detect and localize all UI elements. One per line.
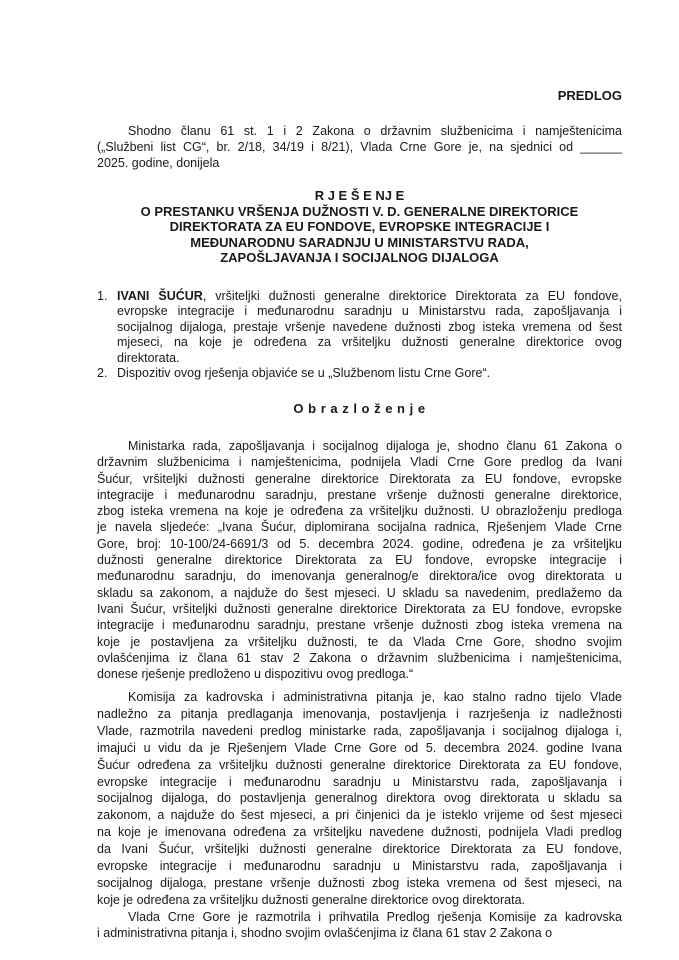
- text-line: donese rješenje predloženo u dispozitivu ovog predloga.“: [97, 667, 414, 682]
- text-line: Ministarka rada, zapošljavanja i socijalnog dijaloga je, shodno članu 61 Zakona o: [128, 439, 622, 453]
- decision-subtitle-line: DIREKTORATA ZA EU FONDOVE, EVROPSKE INTEGRACIJE I: [169, 219, 550, 234]
- text-line: ovlašćenjima iz člana 61 stav 2 Zakona o državnim službenicima i namještenicima,: [97, 650, 622, 665]
- list-item: [97, 366, 622, 381]
- list-number: 1.: [97, 289, 108, 303]
- text-line: Šućur određena za vršiteljku dužnosti generalne direktorice Direktorata za EU fondove,: [97, 757, 622, 772]
- text-line: Vlade, razmotrila navedeni predlog ministarke rada, zapošljavanja i socijalnog dijaloga i,: [97, 723, 622, 738]
- text-line: Šućur, vršiteljki dužnosti generalne direktorice Direktorata za EU fondove, evropske: [97, 471, 622, 486]
- text-line: državnim službenicima i namještenicima, podnijela Vladi Crne Gore predlog da Ivani: [97, 455, 622, 470]
- text-line: Shodno članu 61 st. 1 i 2 Zakona o državnim službenicima i namještenicima: [128, 124, 622, 138]
- text-line: socijalnog dijaloga, prestaje vršenje navedene dužnosti zbog isteka vremena od šest: [117, 319, 622, 334]
- text-line: koje je određena za vršiteljku dužnosti generalne direktorice ovog direktorata.: [97, 892, 526, 907]
- decision-subtitle-line: MEĐUNARODNU SARADNJU U MINISTARSTVU RADA,: [190, 234, 529, 250]
- text-line: je navela sljedeće: „Ivana Šućur, diplomirana socijalna radnica, Rješenjem Vlade Crne: [97, 520, 622, 535]
- text-line: integracije i međunarodnu saradnju, prestane vršenje dužnosti zbog isteka vremena na: [97, 618, 622, 633]
- decision-subtitle-line: ZAPOŠLJAVANJA I SOCIJALNOG DIJALOGA: [220, 250, 499, 265]
- item-text: , vršiteljki dužnosti generalne direktorice Direktorata za EU fondove,: [202, 289, 622, 303]
- list-number: 2.: [97, 366, 108, 381]
- item-text: Dispozitiv ovog rješenja objaviće se u „Službenom listu Crne Gore“.: [117, 366, 491, 381]
- text-line: na koje je imenovana određena za vršiteljku navedene dužnosti, podnijela Vladi predlog: [97, 825, 622, 840]
- text-line: socijalnog dijaloga, do postavljenja generalnog direktora ovog direktorata u skladu sa: [97, 791, 622, 806]
- text-line: nadležno za pitanja predlaganja imenovanja, postavljenja i razrješenja iz nadležnosti: [97, 706, 622, 721]
- text-line: dužnosti generalne direktorice Direktorata za EU fondove, evropske integracije i: [97, 553, 622, 568]
- text-line: skladu sa zakonom, a najduže do šest mjeseci. U skladu sa navedenim, predlažemo da: [97, 585, 622, 600]
- explanation-paragraph: [97, 438, 622, 682]
- text-line: evropske integracije i međunarodnu saradnju u Ministarstvu rada, zapošljavanja i: [97, 859, 622, 874]
- proposal-label: PREDLOG: [557, 88, 622, 103]
- decision-heading: R J E Š E NJ E: [314, 188, 405, 203]
- text-line: socijalnog dijaloga, prestane vršenje dužnosti zbog isteka vremena od šest mjeseci, na: [97, 875, 622, 890]
- list-item: [97, 289, 622, 366]
- text-line: koje je postavljena za vršiteljku dužnosti, te da Vlada Crne Gore, shodno svojim: [97, 634, 622, 649]
- intro-paragraph: [97, 123, 622, 171]
- text-line: integracije i međunarodnu saradnju, prestane vršenje dužnosti generalne direktorice,: [97, 487, 622, 502]
- text-line: da Ivani Šućur, vršiteljki dužnosti generalne direktorice Direktorata za EU fondove,: [97, 842, 622, 857]
- text-line: mjeseci, na koje je određena za vršiteljku dužnosti generalne direktorice ovog: [117, 335, 622, 350]
- text-line: Vlada Crne Gore je razmotrila i prihvatila Predlog rješenja Komisije za kadrovska: [128, 910, 622, 924]
- text-line: Gore, broj: 10-100/24-6691/3 od 5. decembra 2024. godine, određena je za vršiteljku: [97, 536, 622, 551]
- text-line: 2025. godine, donijela: [97, 156, 220, 170]
- text-line: imajući u vidu da je Rješenjem Vlade Crne Gore od 5. decembra 2024. godine Ivana: [97, 740, 622, 755]
- explanation-paragraph: [97, 909, 622, 941]
- decision-items: [97, 289, 622, 381]
- text-line: međunarodnu saradnju, do imenovanja generalnog/e direktora/ice ovog direktorata u: [97, 569, 622, 584]
- text-line: zakonom, a najduže do šest mjeseci, a pri činjenici da je isteklo vrijeme od šest mjeseci: [97, 808, 622, 823]
- text-line: evropske integracije i međunarodnu saradnju u Ministarstvu rada, zapošljavanja i: [117, 304, 622, 319]
- person-name: IVANI ŠUĆUR: [117, 289, 203, 303]
- text-line: direktorata.: [117, 350, 180, 365]
- text-line: i administrativna pitanja i, shodno svojim ovlašćenjima iz člana 61 stav 2 Zakona o: [97, 926, 553, 940]
- explanation-title: O b r a z l o ž e n j e: [293, 401, 426, 416]
- text-line: zbog isteka vremena na koje je određena za vršiteljku dužnosti. U obrazloženju predloga: [97, 504, 622, 519]
- decision-title: [97, 188, 622, 266]
- text-line: („Službeni list CG“, br. 2/18, 34/19 i 8/21), Vlada Crne Gore je, na sjednici od ______: [97, 140, 622, 154]
- text-line: evropske integracije i međunarodnu saradnju u Ministarstvu rada, zapošljavanja i: [97, 774, 622, 789]
- explanation-paragraph: [97, 689, 622, 909]
- text-line: Ivani Šućur, vršiteljki dužnosti generalne direktorice Direktorata za EU fondove, evropske: [97, 601, 622, 616]
- decision-subtitle-line: O PRESTANKU VRŠENJA DUŽNOSTI V. D. GENERALNE DIREKTORICE: [140, 203, 579, 219]
- text-line: Komisija za kadrovska i administrativna pitanja je, kao stalno radno tijelo Vlade: [128, 690, 622, 704]
